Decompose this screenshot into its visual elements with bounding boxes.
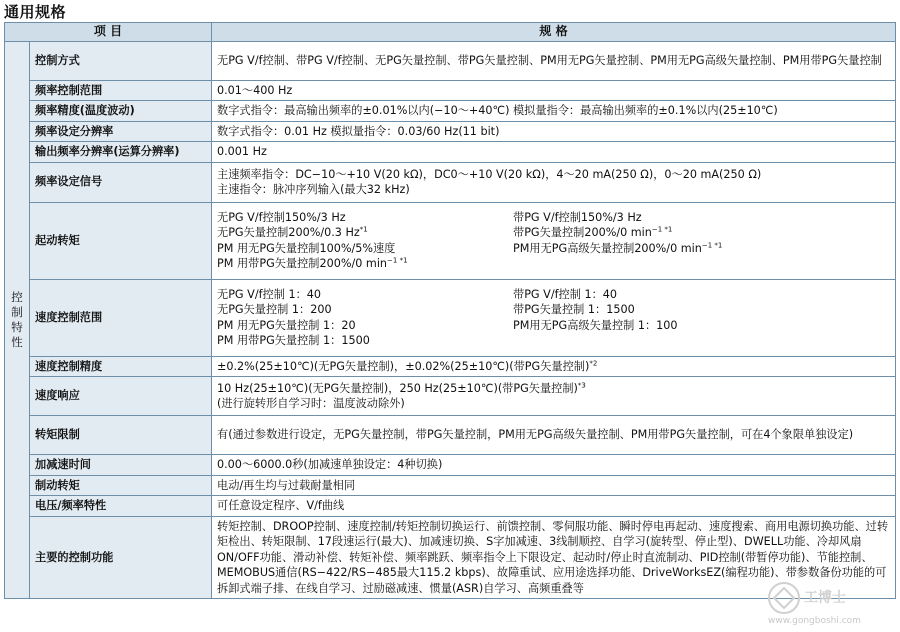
value-text: PM用无PG高级矢量控制200%/0 min bbox=[513, 241, 702, 255]
value-left: 无PG V/f控制150%/3 Hz bbox=[217, 210, 346, 224]
row-label: 速度响应 bbox=[30, 377, 212, 416]
row-label: 加减速时间 bbox=[30, 455, 212, 476]
value-pair bbox=[217, 225, 890, 241]
value-pair bbox=[217, 210, 890, 226]
table-row bbox=[5, 516, 896, 599]
value-pair bbox=[217, 241, 890, 257]
watermark-text: www.gongboshi.com bbox=[768, 616, 861, 626]
page-title: 通用规格 bbox=[4, 3, 67, 21]
value-left: 无PG矢量控制 1：200 bbox=[217, 303, 332, 316]
row-label: 速度控制范围 bbox=[30, 279, 212, 356]
table-row bbox=[5, 162, 896, 202]
value-right: PM用无PG高级矢量控制 1：100 bbox=[513, 318, 678, 332]
value-left bbox=[217, 256, 513, 272]
table-row bbox=[5, 455, 896, 476]
row-label: 制动转矩 bbox=[30, 475, 212, 496]
value-right: 带PG V/f控制 1：40 bbox=[513, 287, 617, 301]
table-row bbox=[5, 121, 896, 142]
table-row bbox=[5, 80, 896, 101]
row-value: 数字式指令：最高输出频率的±0.01%以内(−10～+40℃) 模拟量指令：最高输出频率的±0.1%以内(25±10℃) bbox=[212, 101, 896, 122]
table-row bbox=[5, 202, 896, 279]
footnote-ref: *1 bbox=[359, 225, 368, 234]
row-label: 频率设定信号 bbox=[30, 162, 212, 202]
row-label: 频率控制范围 bbox=[30, 80, 212, 101]
footnote-ref: *3 bbox=[577, 380, 586, 389]
row-label: 频率精度(温度波动) bbox=[30, 101, 212, 122]
row-value-line: 主速频率指令：DC−10～+10 V(20 kΩ)，DC0～+10 V(20 kΩ)，4～20 mA(250 Ω)，0～20 mA(250 Ω) bbox=[217, 167, 762, 181]
footnote-ref: −1 *1 bbox=[387, 256, 408, 265]
row-value: 电动/再生均与过载耐量相同 bbox=[212, 475, 896, 496]
table-row bbox=[5, 356, 896, 377]
table-row bbox=[5, 416, 896, 455]
value-pair bbox=[217, 302, 890, 318]
table-row bbox=[5, 496, 896, 517]
row-value-line bbox=[217, 381, 890, 397]
value-pair bbox=[217, 318, 890, 334]
value-text: ±0.2%(25±10℃)(无PG矢量控制)，±0.02%(25±10℃)(带PG矢量控制) bbox=[217, 359, 590, 373]
value-pair bbox=[217, 256, 890, 272]
table-row bbox=[5, 101, 896, 122]
row-label: 控制方式 bbox=[30, 41, 212, 80]
row-value bbox=[212, 356, 896, 377]
row-value: 0.01～400 Hz bbox=[212, 80, 896, 101]
row-value bbox=[212, 377, 896, 416]
table-row bbox=[5, 475, 896, 496]
row-value: 可任意设定程序、V/f曲线 bbox=[212, 496, 896, 517]
value-text: PM 用带PG矢量控制200%/0 min bbox=[217, 257, 388, 270]
value-right bbox=[513, 241, 722, 257]
table-row bbox=[5, 377, 896, 416]
value-text: 10 Hz(25±10℃)(无PG矢量控制)，250 Hz(25±10℃)(带PG矢量控制) bbox=[217, 381, 578, 395]
header-item: 项 目 bbox=[5, 23, 212, 42]
header-spec: 规 格 bbox=[212, 23, 896, 42]
row-label: 速度控制精度 bbox=[30, 356, 212, 377]
spec-table bbox=[4, 22, 896, 599]
row-label: 电压/频率特性 bbox=[30, 496, 212, 517]
value-right: 带PG矢量控制 1：1500 bbox=[513, 303, 635, 316]
row-value bbox=[212, 279, 896, 356]
value-pair bbox=[217, 333, 890, 349]
value-right: 带PG V/f控制150%/3 Hz bbox=[513, 210, 642, 224]
value-pair bbox=[217, 287, 890, 303]
row-value: 有(通过参数进行设定，无PG矢量控制，带PG矢量控制，PM用无PG高级矢量控制、PM用带PG矢量控制，可在4个象限单独设定) bbox=[212, 416, 896, 455]
row-value: 数字式指令：0.01 Hz 模拟量指令：0.03/60 Hz(11 bit) bbox=[212, 121, 896, 142]
value-left: PM 用无PG矢量控制100%/5%速度 bbox=[217, 241, 396, 255]
group-label-cell bbox=[5, 41, 30, 599]
row-value: 0.00～6000.0秒(加减速单独设定：4种切换) bbox=[212, 455, 896, 476]
row-label: 转矩限制 bbox=[30, 416, 212, 455]
row-value-line: (进行旋转形自学习时：温度波动除外) bbox=[217, 397, 405, 410]
value-left bbox=[217, 225, 513, 241]
table-row bbox=[5, 41, 896, 80]
footnote-ref: −1 *1 bbox=[651, 225, 673, 234]
row-value bbox=[212, 162, 896, 202]
value-text: 带PG矢量控制200%/0 min bbox=[513, 226, 652, 239]
row-label: 起动转矩 bbox=[30, 202, 212, 279]
svg-text:工博士: 工博士 bbox=[804, 590, 846, 606]
value-right bbox=[513, 225, 672, 241]
value-left: 无PG V/f控制 1：40 bbox=[217, 287, 321, 301]
footnote-ref: *2 bbox=[589, 358, 598, 367]
row-label: 频率设定分辨率 bbox=[30, 121, 212, 142]
group-label: 控制特性 bbox=[11, 289, 23, 349]
table-row bbox=[5, 142, 896, 163]
row-value-line: 主速指令：脉冲序列输入(最大32 kHz) bbox=[217, 183, 410, 196]
row-value bbox=[212, 202, 896, 279]
footnote-ref: −1 *1 bbox=[701, 240, 723, 249]
row-value: 转矩控制、DROOP控制、速度控制/转矩控制切换运行、前馈控制、零伺服功能、瞬时停电再起动、速度搜索、商用电源切换功能、过转矩检出、转矩限制、17段速运行(最大)、加减速切换、S字加减速、3线制顺控、自学习(旋转型、停止型)、DWELL功能、冷却风扇ON/OFF功能、滑动补偿、转矩补偿、频率跳跃、频率指令上下限设定、起动时/停止时直流制动、PID控制(带暂停功能)、节能控制、MEMOBUS通信(RS−422/RS−485最大115.2 kbps)、故障重试、应用途选择功能、DriveWorksEZ(编程功能)、带参数备份功能的可拆卸式端子排、在线自学习、过励磁减速、惯量(ASR)自学习、高频重叠等 bbox=[212, 516, 896, 599]
table-header-row bbox=[5, 23, 896, 42]
row-label: 主要的控制功能 bbox=[30, 516, 212, 599]
table-row bbox=[5, 279, 896, 356]
row-value: 无PG V/f控制、带PG V/f控制、无PG矢量控制、带PG矢量控制、PM用无PG矢量控制、PM用无PG高级矢量控制、PM用带PG矢量控制 bbox=[212, 41, 896, 80]
row-label: 输出频率分辨率(运算分辨率) bbox=[30, 142, 212, 163]
value-left: PM 用无PG矢量控制 1：20 bbox=[217, 318, 356, 332]
value-text: 无PG矢量控制200%/0.3 Hz bbox=[217, 226, 360, 239]
row-value: 0.001 Hz bbox=[212, 142, 896, 163]
value-left: PM 用带PG矢量控制 1：1500 bbox=[217, 334, 370, 347]
